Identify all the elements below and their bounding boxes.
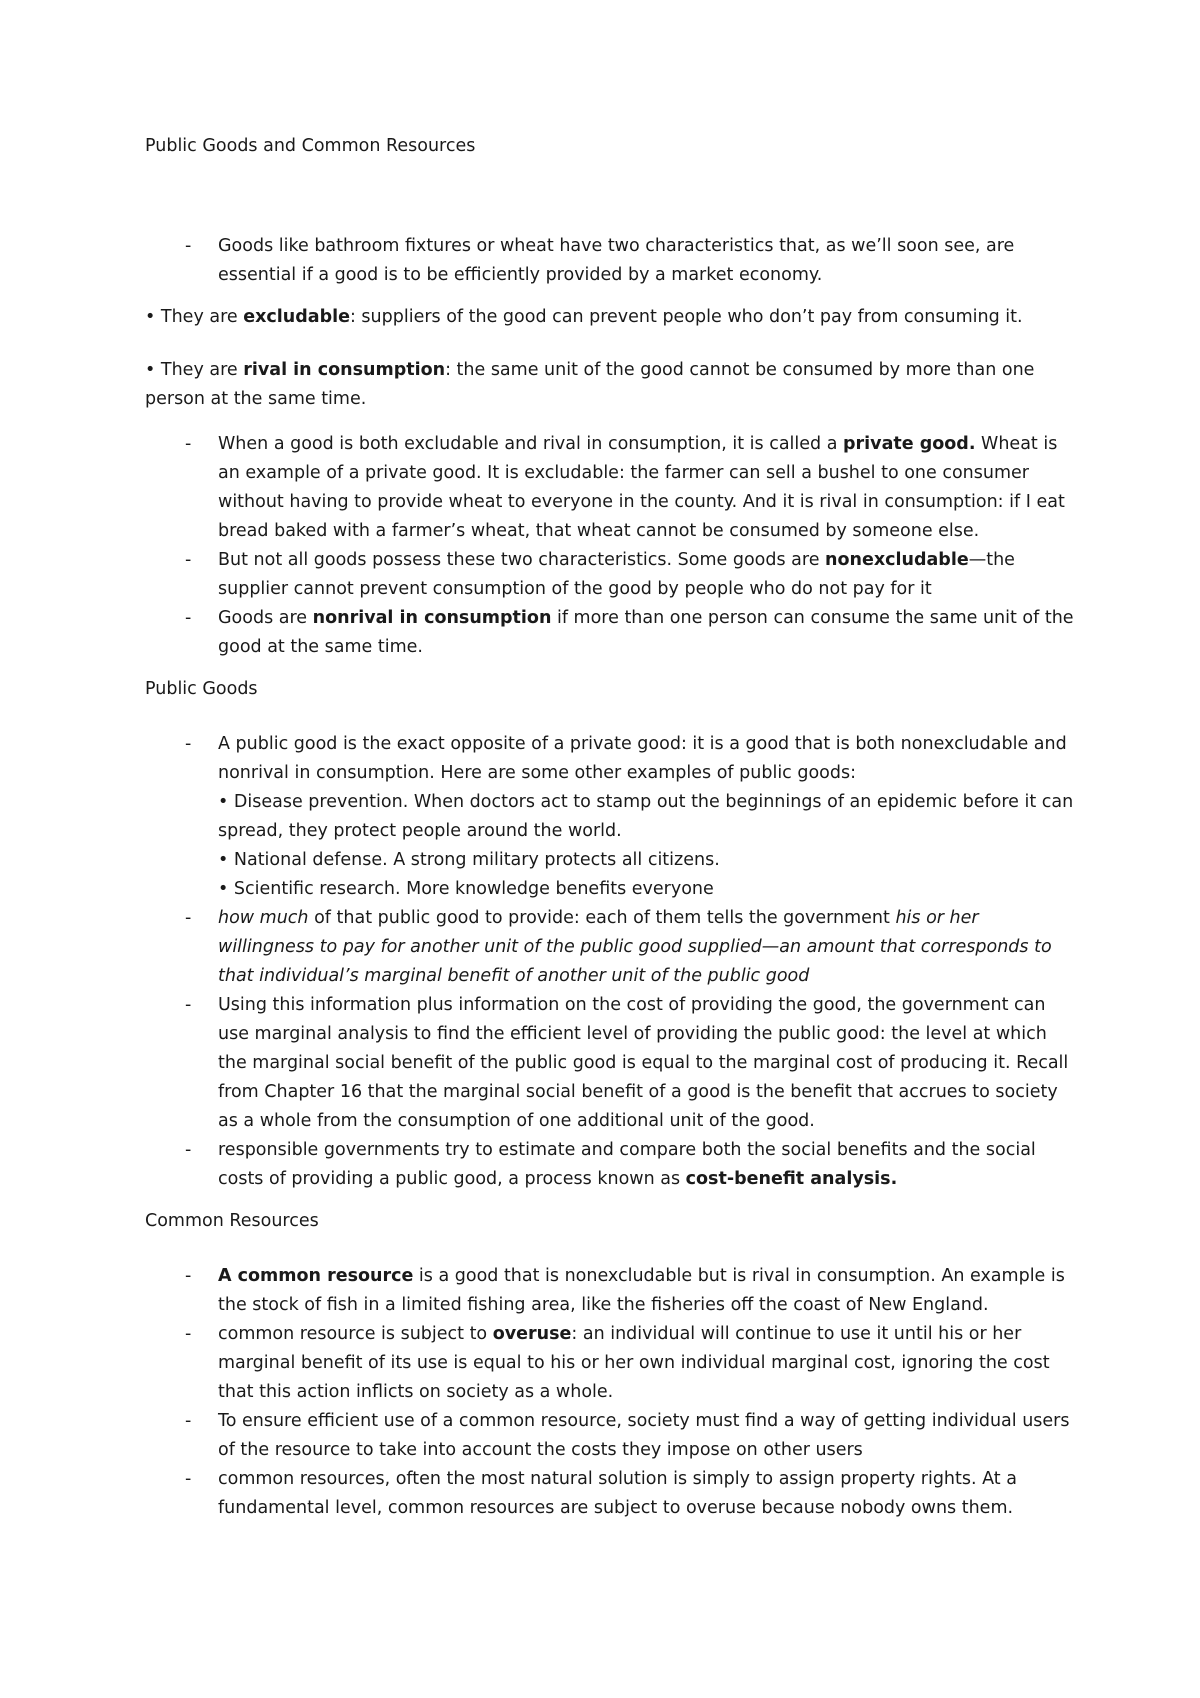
list-item-private-good: [185, 430, 1085, 546]
example-disease-prevention: • Disease prevention. When doctors act to stamp out the beginnings of an epidemic before it can spread, they protect people around the world.: [218, 792, 1074, 841]
how-much-text: [218, 904, 1078, 991]
list-item-marginal-analysis: [185, 991, 1085, 1136]
bullet-rival: [145, 356, 1070, 414]
nonrival-term: nonrival in consumption: [312, 608, 552, 628]
private-good-text: [218, 430, 1078, 546]
common-resource-post: is a good that is nonexcludable but is rival in consumption. An example is the stock of fish in a limited fishing area, like the fisheries off the coast of New England.: [218, 1266, 1065, 1315]
list-item-overuse: [185, 1320, 1085, 1407]
example-scientific-research: • Scientific research. More knowledge benefits everyone: [218, 879, 714, 899]
dash-marker: -: [185, 1411, 192, 1431]
bullet-excludable: [145, 303, 1070, 332]
dash-marker: -: [185, 995, 192, 1015]
efficient-use-text: To ensure efficient use of a common resource, society must find a way of getting individual users of the resource to take into account the costs they impose on other users: [218, 1411, 1070, 1460]
list-item-how-much: [185, 904, 1085, 991]
overuse-post: : an individual will continue to use it until his or her marginal benefit of its use is equal to his or her own individual marginal cost, ignoring the cost that this action inflicts on society as a whole.: [218, 1324, 1050, 1402]
overuse-term: overuse: [492, 1324, 572, 1344]
dash-marker: -: [185, 608, 192, 628]
nonexcludable-pre: But not all goods possess these two characteristics. Some goods are: [218, 550, 826, 570]
dash-marker: -: [185, 1324, 192, 1344]
excludable-pre: They are: [160, 307, 244, 327]
cost-benefit-text: [218, 1136, 1078, 1194]
list-item-nonrival: [185, 604, 1085, 662]
list-item-cost-benefit: [185, 1136, 1085, 1194]
nonexcludable-text: [218, 546, 1078, 604]
nonrival-pre: Goods are: [218, 608, 313, 628]
overuse-text: [218, 1320, 1078, 1407]
private-good-post: Wheat is an example of a private good. It is excludable: the farmer can sell a bushel to one consumer without having to provide wheat to everyone in the county. And it is rival in consumption: if I eat bread baked with a farmer’s wheat, that wheat cannot be consumed by someone else.: [218, 434, 1065, 541]
private-good-pre: When a good is both excludable and rival in consumption, it is called a: [218, 434, 844, 454]
rival-post: : the same unit of the good cannot be consumed by more than one person at the same time.: [145, 360, 1035, 409]
how-much-mid: of that public good to provide: each of them tells the government: [308, 908, 896, 928]
intro-text: Goods like bathroom fixtures or wheat have two characteristics that, as we’ll soon see, are essential if a good is to be efficiently provided by a market economy.: [218, 236, 1015, 285]
example-national-defense: • National defense. A strong military protects all citizens.: [218, 850, 720, 870]
dash-marker: -: [185, 734, 192, 754]
nonexcludable-post: —the supplier cannot prevent consumption of the good by people who do not pay for it: [218, 550, 1015, 599]
bullet-marker: •: [145, 307, 156, 327]
common-resource-def-text: [218, 1262, 1078, 1320]
marginal-analysis-text: Using this information plus information on the cost of providing the good, the government can use marginal analysis to find the efficient level of providing the public good: the level at which the marginal social benefit of the public good is equal to the marginal cost of producing it. Recall from Chapter 16 that the marginal social benefit of a good is the benefit that accrues to society as a whole from the consumption of one additional unit of the good.: [218, 995, 1069, 1131]
public-good-def-intro: A public good is the exact opposite of a private good: it is a good that is both nonexcludable and nonrival in consumption. Here are some other examples of public goods:: [218, 734, 1067, 783]
dash-marker: -: [185, 1266, 192, 1286]
nonexcludable-term: nonexcludable: [825, 550, 969, 570]
property-rights-text: common resources, often the most natural solution is simply to assign property rights. At a fundamental level, common resources are subject to overuse because nobody owns them.: [218, 1469, 1017, 1518]
dash-marker: -: [185, 1140, 192, 1160]
list-item-intro: [185, 232, 1085, 290]
dash-marker: -: [185, 1469, 192, 1489]
section-heading-common-resources: Common Resources: [145, 1211, 319, 1231]
list-item-public-good-def: [185, 730, 1085, 904]
document-title: Public Goods and Common Resources: [145, 136, 476, 156]
nonrival-text: [218, 604, 1078, 662]
list-item-property-rights: [185, 1465, 1085, 1523]
dash-marker: -: [185, 908, 192, 928]
section-heading-public-goods: Public Goods: [145, 679, 258, 699]
bullet-marker: •: [145, 360, 156, 380]
excludable-term: excludable: [243, 307, 350, 327]
rival-term: rival in consumption: [243, 360, 446, 380]
nonrival-post: if more than one person can consume the same unit of the good at the same time.: [218, 608, 1074, 657]
dash-marker: -: [185, 236, 192, 256]
dash-marker: -: [185, 550, 192, 570]
how-much-italic: how much: [218, 908, 309, 928]
cost-benefit-pre: responsible governments try to estimate and compare both the social benefits and the social costs of providing a public good, a process known as: [218, 1140, 1036, 1189]
willingness-italic: his or her willingness to pay for another unit of the public good supplied—an amount that corresponds to that individual’s marginal benefit of another unit of the public good: [218, 908, 1052, 986]
common-resource-term: A common resource: [218, 1266, 414, 1286]
private-good-term: private good.: [843, 434, 976, 454]
overuse-pre: common resource is subject to: [218, 1324, 493, 1344]
excludable-post: : suppliers of the good can prevent people who don’t pay from consuming it.: [349, 307, 1023, 327]
list-item-efficient-use: [185, 1407, 1085, 1465]
cost-benefit-term: cost-benefit analysis.: [685, 1169, 898, 1189]
dash-marker: -: [185, 434, 192, 454]
public-good-def-text: [218, 730, 1078, 904]
rival-pre: They are: [160, 360, 244, 380]
list-item-nonexcludable: [185, 546, 1085, 604]
list-item-common-resource-def: [185, 1262, 1085, 1320]
